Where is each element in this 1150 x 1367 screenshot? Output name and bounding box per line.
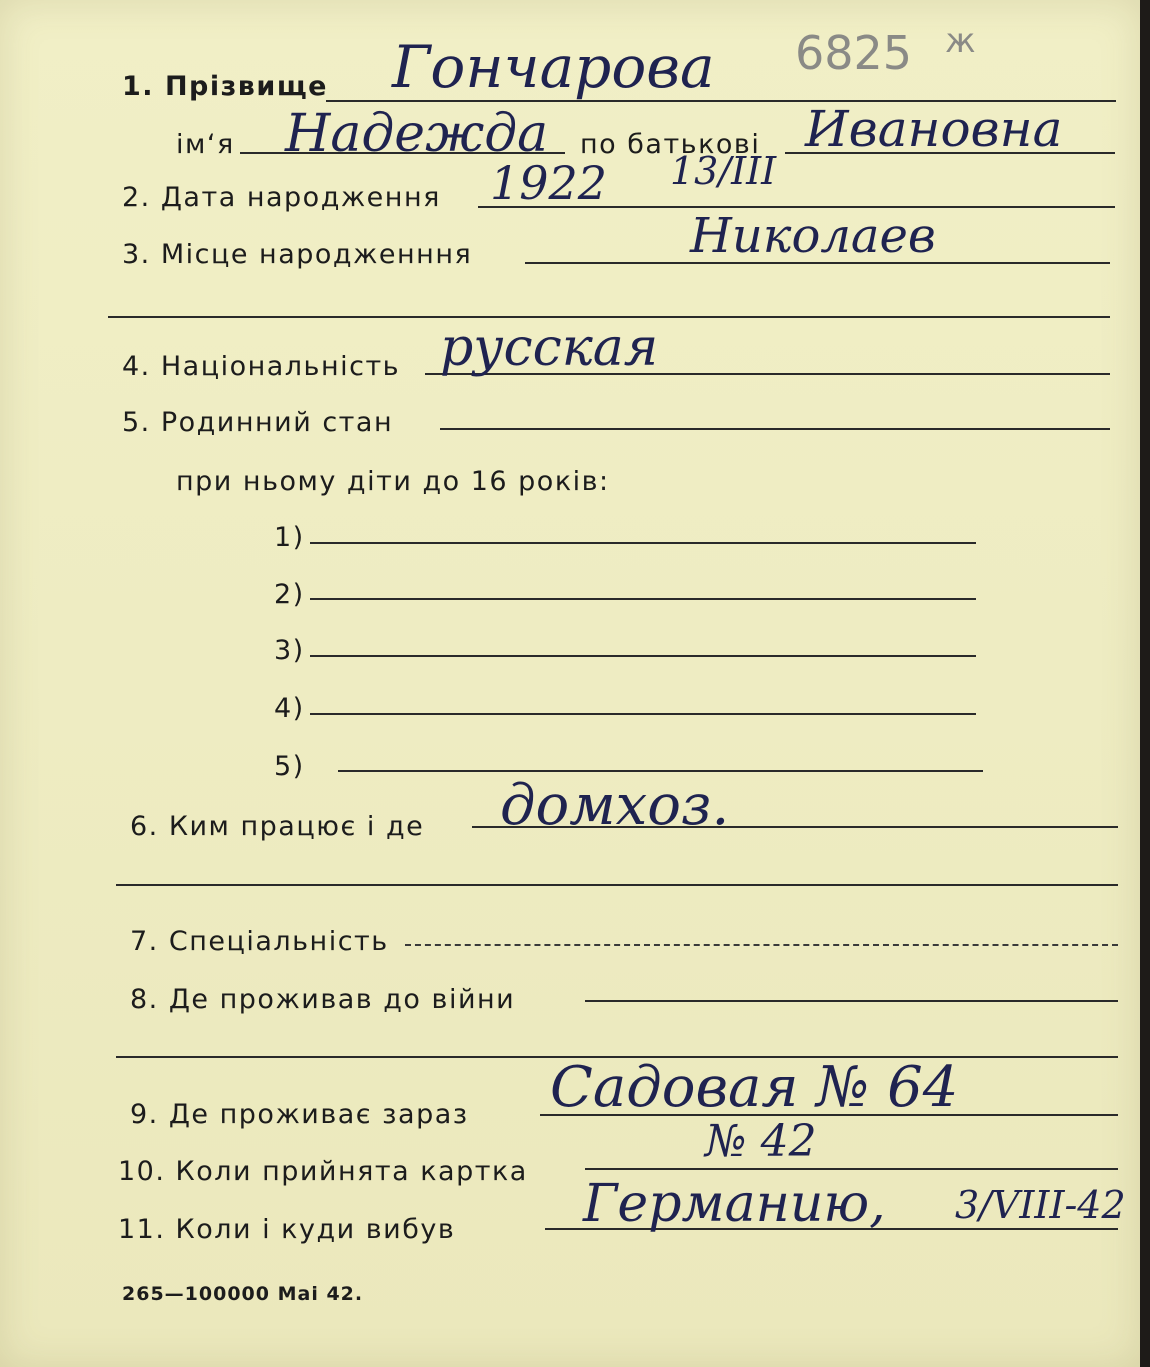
nationality-label: 4. Національність	[122, 351, 401, 382]
child-3-label: 3)	[274, 635, 305, 666]
surname-value: Гончарова	[392, 33, 715, 101]
occupation-value: домхоз.	[500, 773, 730, 838]
first-name-value: Надежда	[285, 104, 549, 164]
scan-edge	[1140, 0, 1150, 1367]
record-number: 6825	[795, 26, 913, 80]
departure-value: Германию,	[583, 1174, 886, 1234]
birth-year-value: 1922	[490, 156, 608, 210]
departure-label: 11. Коли і куди вибув	[118, 1214, 456, 1245]
card-accepted-line	[585, 1168, 1118, 1170]
record-number-suffix: ж	[945, 21, 976, 61]
nationality-value: русская	[440, 318, 659, 378]
occupation-extra-line	[116, 884, 1118, 886]
prewar-residence-label: 8. Де проживав до війни	[130, 984, 516, 1015]
surname-label: 1. Прізвище	[122, 71, 328, 102]
current-residence-label: 9. Де проживає зараз	[130, 1099, 469, 1130]
child-2-label: 2)	[274, 579, 305, 610]
specialty-line	[405, 944, 1118, 946]
child-5-label: 5)	[274, 751, 305, 782]
child-3-line	[310, 655, 976, 657]
specialty-label: 7. Спеціальність	[130, 926, 389, 957]
marital-status-line	[440, 428, 1110, 430]
patronymic-value: Ивановна	[805, 100, 1063, 158]
child-4-label: 4)	[274, 693, 305, 724]
birth-place-value: Николаев	[690, 208, 936, 264]
birth-date-label: 2. Дата народження	[122, 182, 441, 213]
current-residence-value: Садовая № 64	[550, 1055, 959, 1120]
marital-status-label: 5. Родинний стан	[122, 407, 394, 438]
departure-date: 3/VIII-42	[955, 1183, 1126, 1227]
prewar-residence-line	[585, 1000, 1118, 1002]
child-5-line	[338, 770, 983, 772]
print-imprint: 265—100000 Mai 42.	[122, 1283, 364, 1305]
child-1-line	[310, 542, 976, 544]
first-name-label: ім‘я	[176, 129, 235, 160]
birth-place-label: 3. Місце народженння	[122, 239, 473, 270]
birth-day-month-value: 13/III	[670, 149, 777, 193]
child-1-label: 1)	[274, 522, 305, 553]
children-heading: при ньому діти до 16 років:	[176, 466, 610, 497]
occupation-label: 6. Ким працює і де	[130, 811, 425, 842]
patronymic-label: по батькові	[580, 129, 761, 160]
current-residence-extra: № 42	[705, 1116, 817, 1167]
child-2-line	[310, 598, 976, 600]
card-accepted-label: 10. Коли прийнята картка	[118, 1156, 528, 1187]
child-4-line	[310, 713, 976, 715]
